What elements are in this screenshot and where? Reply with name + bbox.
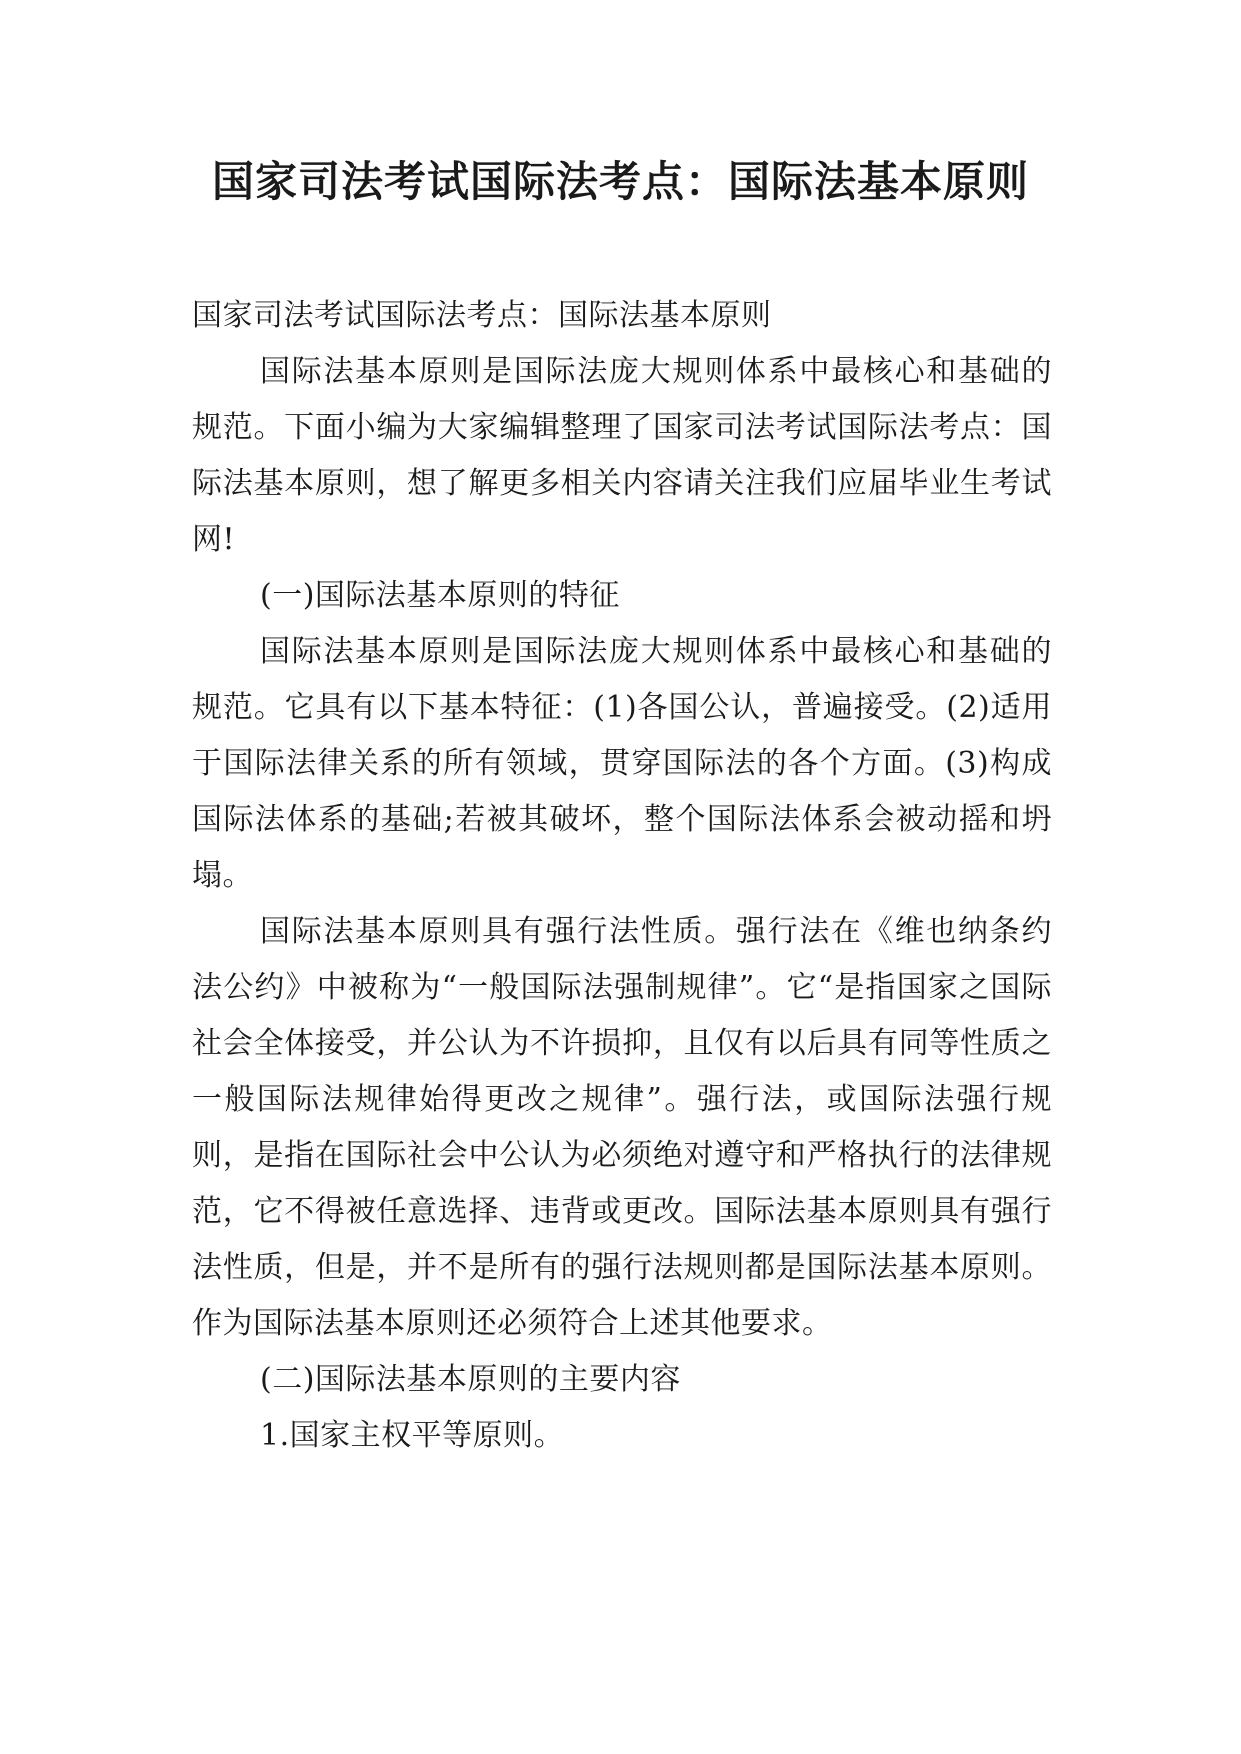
document-body [192,288,1052,1464]
subtitle-line: 国家司法考试国际法考点：国际法基本原则 [192,298,772,333]
section-heading-contents: (二)国际法基本原则的主要内容 [260,1362,681,1397]
document-title: 国家司法考试国际法考点：国际法基本原则 [211,157,1029,206]
list-item-sovereignty: 1.国家主权平等原则。 [260,1418,565,1453]
features-paragraph: 国际法基本原则是国际法庞大规则体系中最核心和基础的规范。它具有以下基本特征：(1)各国公认，普遍接受。(2)适用于国际法律关系的所有领域，贯穿国际法的各个方面。(3)构成国际法体系的基础;若被其破坏，整个国际法体系会被动摇和坍塌。 [192,634,1052,893]
section-heading-features: (一)国际法基本原则的特征 [260,578,620,613]
intro-paragraph: 国际法基本原则是国际法庞大规则体系中最核心和基础的规范。下面小编为大家编辑整理了国家司法考试国际法考点：国际法基本原则，想了解更多相关内容请关注我们应届毕业生考试网! [192,354,1052,557]
jus-cogens-paragraph: 国际法基本原则具有强行法性质。强行法在《维也纳条约法公约》中被称为“一般国际法强制规律”。它“是指国家之国际社会全体接受，并公认为不许损抑，且仅有以后具有同等性质之一般国际法规律始得更改之规律”。强行法，或国际法强行规则，是指在国际社会中公认为必须绝对遵守和严格执行的法律规范，它不得被任意选择、违背或更改。国际法基本原则具有强行法性质，但是，并不是所有的强行法规则都是国际法基本原则。作为国际法基本原则还必须符合上述其他要求。 [192,914,1052,1341]
